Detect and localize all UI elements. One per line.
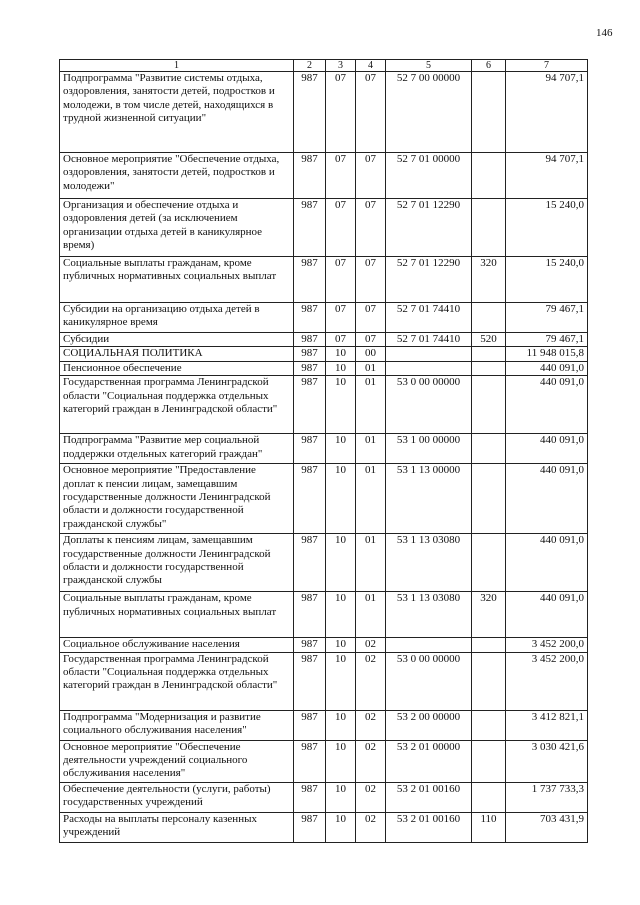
target-article-code: 53 1 13 00000: [386, 464, 472, 534]
subsection-code: 02: [356, 710, 386, 740]
budget-table: [59, 59, 588, 843]
target-article-code: 52 7 01 12290: [386, 199, 472, 257]
department-code: 987: [294, 376, 326, 434]
table-row: [60, 592, 588, 638]
target-article-code: 52 7 01 74410: [386, 303, 472, 333]
item-name: Основное мероприятие "Предоставление доплат к пенсии лицам, замещавшим государственные должности Ленинградской области и должности государственной гражданской службы": [60, 464, 294, 534]
department-code: 987: [294, 303, 326, 333]
expense-type-code: [472, 534, 506, 592]
column-header: 5: [386, 60, 472, 72]
section-code: 10: [326, 361, 356, 375]
header-row: [60, 60, 588, 72]
expense-type-code: [472, 72, 506, 153]
subsection-code: 02: [356, 740, 386, 782]
table-row: [60, 303, 588, 333]
item-name: Социальное обслуживание населения: [60, 638, 294, 652]
section-code: 10: [326, 376, 356, 434]
amount: 79 467,1: [506, 333, 588, 347]
expense-type-code: [472, 652, 506, 710]
section-code: 10: [326, 464, 356, 534]
expense-type-code: [472, 782, 506, 812]
amount: 440 091,0: [506, 592, 588, 638]
target-article-code: 53 1 13 03080: [386, 534, 472, 592]
expense-type-code: [472, 464, 506, 534]
department-code: 987: [294, 72, 326, 153]
expense-type-code: [472, 376, 506, 434]
subsection-code: 07: [356, 333, 386, 347]
department-code: 987: [294, 740, 326, 782]
section-code: 10: [326, 347, 356, 361]
target-article-code: [386, 638, 472, 652]
table-row: [60, 812, 588, 842]
target-article-code: 53 2 00 00000: [386, 710, 472, 740]
department-code: 987: [294, 812, 326, 842]
item-name: Подпрограмма "Модернизация и развитие социального обслуживания населения": [60, 710, 294, 740]
section-code: 10: [326, 638, 356, 652]
section-code: 10: [326, 710, 356, 740]
expense-type-code: [472, 710, 506, 740]
target-article-code: 53 1 00 00000: [386, 434, 472, 464]
amount: 440 091,0: [506, 376, 588, 434]
section-code: 07: [326, 199, 356, 257]
expense-type-code: [472, 434, 506, 464]
amount: 440 091,0: [506, 361, 588, 375]
table-row: [60, 464, 588, 534]
amount: 15 240,0: [506, 257, 588, 303]
table-row: [60, 534, 588, 592]
target-article-code: [386, 361, 472, 375]
table-row: [60, 257, 588, 303]
target-article-code: 52 7 01 00000: [386, 153, 472, 199]
item-name: Субсидии: [60, 333, 294, 347]
amount: 94 707,1: [506, 72, 588, 153]
subsection-code: 07: [356, 303, 386, 333]
table-row: [60, 710, 588, 740]
item-name: Организация и обеспечение отдыха и оздоровления детей (за исключением организации отдыха детей в каникулярное время): [60, 199, 294, 257]
item-name: Государственная программа Ленинградской области "Социальная поддержка отдельных категорий граждан в Ленинградской области": [60, 376, 294, 434]
table-row: [60, 153, 588, 199]
section-code: 07: [326, 303, 356, 333]
subsection-code: 07: [356, 72, 386, 153]
subsection-code: 02: [356, 812, 386, 842]
section-code: 10: [326, 534, 356, 592]
item-name: Основное мероприятие "Обеспечение деятельности учреждений социального обслуживания населения": [60, 740, 294, 782]
item-name: Субсидии на организацию отдыха детей в каникулярное время: [60, 303, 294, 333]
amount: 11 948 015,8: [506, 347, 588, 361]
section-code: 10: [326, 434, 356, 464]
section-code: 10: [326, 740, 356, 782]
department-code: 987: [294, 464, 326, 534]
amount: 15 240,0: [506, 199, 588, 257]
subsection-code: 01: [356, 434, 386, 464]
amount: 440 091,0: [506, 464, 588, 534]
item-name: Государственная программа Ленинградской области "Социальная поддержка отдельных категорий граждан в Ленинградской области": [60, 652, 294, 710]
table-row: [60, 361, 588, 375]
section-code: 10: [326, 782, 356, 812]
table-row: [60, 376, 588, 434]
column-header: 4: [356, 60, 386, 72]
table-row: [60, 652, 588, 710]
item-name: Социальные выплаты гражданам, кроме публичных нормативных социальных выплат: [60, 257, 294, 303]
item-name: СОЦИАЛЬНАЯ ПОЛИТИКА: [60, 347, 294, 361]
expense-type-code: [472, 740, 506, 782]
amount: 79 467,1: [506, 303, 588, 333]
department-code: 987: [294, 534, 326, 592]
table-row: [60, 333, 588, 347]
column-header: 6: [472, 60, 506, 72]
item-name: Социальные выплаты гражданам, кроме публичных нормативных социальных выплат: [60, 592, 294, 638]
table-row: [60, 347, 588, 361]
target-article-code: [386, 347, 472, 361]
target-article-code: 52 7 00 00000: [386, 72, 472, 153]
section-code: 07: [326, 257, 356, 303]
expense-type-code: 320: [472, 257, 506, 303]
table-row: [60, 72, 588, 153]
department-code: 987: [294, 434, 326, 464]
target-article-code: 53 2 01 00000: [386, 740, 472, 782]
target-article-code: 53 1 13 03080: [386, 592, 472, 638]
department-code: 987: [294, 592, 326, 638]
department-code: 987: [294, 710, 326, 740]
column-header: 3: [326, 60, 356, 72]
target-article-code: 53 2 01 00160: [386, 812, 472, 842]
page-number: 146: [596, 27, 613, 39]
column-header: 7: [506, 60, 588, 72]
expense-type-code: [472, 347, 506, 361]
department-code: 987: [294, 782, 326, 812]
section-code: 07: [326, 72, 356, 153]
expense-type-code: [472, 638, 506, 652]
item-name: Расходы на выплаты персоналу казенных учреждений: [60, 812, 294, 842]
item-name: Доплаты к пенсиям лицам, замещавшим государственные должности Ленинградской области и должности государственной гражданской службы: [60, 534, 294, 592]
department-code: 987: [294, 257, 326, 303]
item-name: Основное мероприятие "Обеспечение отдыха, оздоровления, занятости детей, подростков и молодежи": [60, 153, 294, 199]
table-row: [60, 782, 588, 812]
expense-type-code: [472, 361, 506, 375]
department-code: 987: [294, 638, 326, 652]
expense-type-code: [472, 153, 506, 199]
subsection-code: 07: [356, 199, 386, 257]
amount: 1 737 733,3: [506, 782, 588, 812]
column-header: 1: [60, 60, 294, 72]
target-article-code: 53 0 00 00000: [386, 652, 472, 710]
table-row: [60, 740, 588, 782]
amount: 94 707,1: [506, 153, 588, 199]
amount: 703 431,9: [506, 812, 588, 842]
subsection-code: 00: [356, 347, 386, 361]
subsection-code: 01: [356, 464, 386, 534]
department-code: 987: [294, 199, 326, 257]
department-code: 987: [294, 153, 326, 199]
amount: 3 412 821,1: [506, 710, 588, 740]
department-code: 987: [294, 652, 326, 710]
table-row: [60, 434, 588, 464]
expense-type-code: 320: [472, 592, 506, 638]
item-name: Подпрограмма "Развитие системы отдыха, оздоровления, занятости детей, подростков и молодежи, в том числе детей, находящихся в трудной жизненной ситуации": [60, 72, 294, 153]
section-code: 10: [326, 592, 356, 638]
subsection-code: 02: [356, 782, 386, 812]
amount: 3 452 200,0: [506, 652, 588, 710]
section-code: 07: [326, 153, 356, 199]
expense-type-code: [472, 303, 506, 333]
subsection-code: 07: [356, 153, 386, 199]
amount: 440 091,0: [506, 534, 588, 592]
table-row: [60, 199, 588, 257]
item-name: Обеспечение деятельности (услуги, работы) государственных учреждений: [60, 782, 294, 812]
item-name: Пенсионное обеспечение: [60, 361, 294, 375]
subsection-code: 02: [356, 652, 386, 710]
table-row: [60, 638, 588, 652]
department-code: 987: [294, 347, 326, 361]
column-header: 2: [294, 60, 326, 72]
subsection-code: 01: [356, 376, 386, 434]
expense-type-code: 110: [472, 812, 506, 842]
department-code: 987: [294, 361, 326, 375]
expense-type-code: 520: [472, 333, 506, 347]
section-code: 07: [326, 333, 356, 347]
section-code: 10: [326, 652, 356, 710]
expense-type-code: [472, 199, 506, 257]
subsection-code: 07: [356, 257, 386, 303]
subsection-code: 01: [356, 361, 386, 375]
target-article-code: 53 2 01 00160: [386, 782, 472, 812]
target-article-code: 52 7 01 12290: [386, 257, 472, 303]
section-code: 10: [326, 812, 356, 842]
department-code: 987: [294, 333, 326, 347]
amount: 440 091,0: [506, 434, 588, 464]
subsection-code: 01: [356, 592, 386, 638]
amount: 3 452 200,0: [506, 638, 588, 652]
subsection-code: 01: [356, 534, 386, 592]
subsection-code: 02: [356, 638, 386, 652]
target-article-code: 52 7 01 74410: [386, 333, 472, 347]
amount: 3 030 421,6: [506, 740, 588, 782]
target-article-code: 53 0 00 00000: [386, 376, 472, 434]
item-name: Подпрограмма "Развитие мер социальной поддержки отдельных категорий граждан": [60, 434, 294, 464]
